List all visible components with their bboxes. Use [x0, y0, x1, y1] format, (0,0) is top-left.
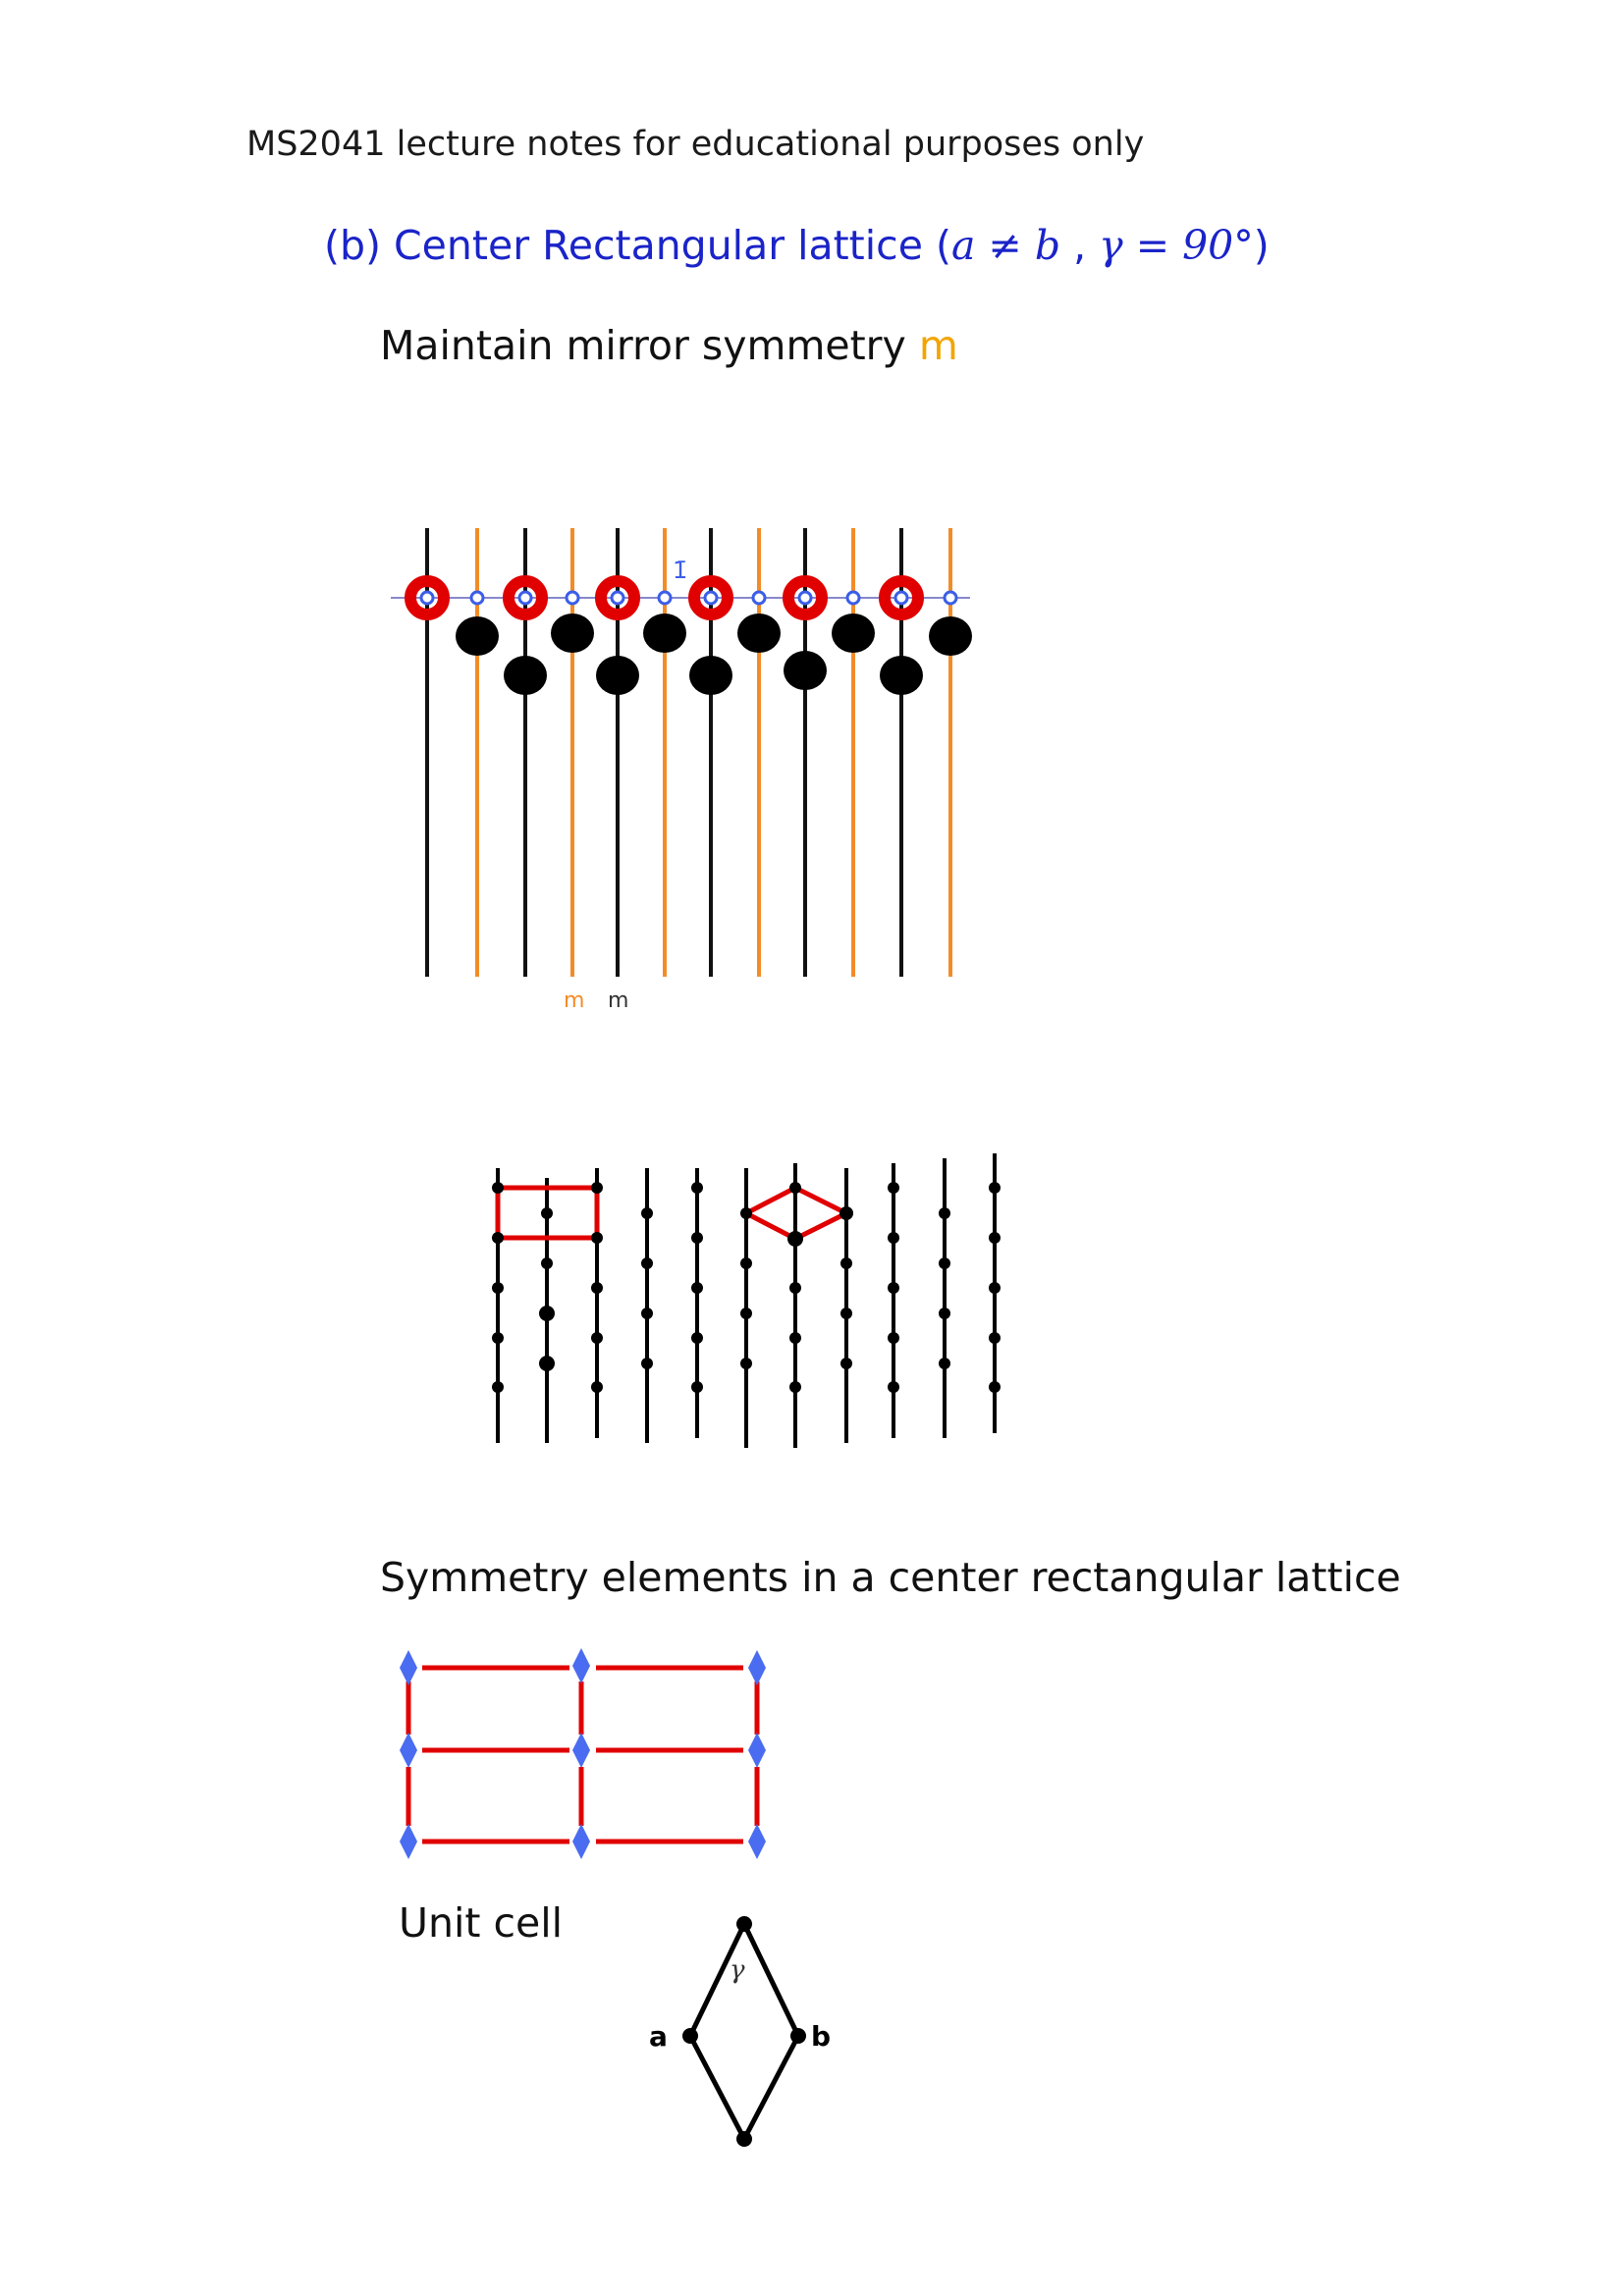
mirror-symmetry-label: Maintain mirror symmetry [380, 322, 919, 369]
symmetry-elements-title: Symmetry elements in a center rectangular lattice [380, 1554, 1401, 1601]
unit-cell-title: Unit cell [399, 1899, 564, 1947]
gamma-label: γ [730, 1955, 745, 1985]
b-label: b [811, 2020, 832, 2053]
heading-suffix: ) [1253, 222, 1270, 269]
mirror-label-black: m [608, 988, 629, 1013]
mirror-label-orange: m [564, 988, 585, 1013]
unit-cell-vertex-left [682, 2028, 698, 2044]
a-label: a [649, 2020, 668, 2053]
condition-a-neq-b: a ≠ b [950, 222, 1061, 269]
unit-cell-vertex-bottom [736, 2131, 752, 2147]
page-header: MS2041 lecture notes for educational purposes only [246, 125, 1145, 164]
mirror-symbol: m [918, 322, 958, 369]
heading-prefix: (b) Center Rectangular lattice ( [324, 222, 951, 269]
inversion-label: 1̄ [673, 557, 688, 584]
heading-separator: , [1060, 222, 1100, 269]
unit-cell-vertex-right [790, 2028, 806, 2044]
unit-cell-vertex-top [736, 1916, 752, 1932]
condition-gamma-90: γ = 90° [1099, 222, 1254, 269]
